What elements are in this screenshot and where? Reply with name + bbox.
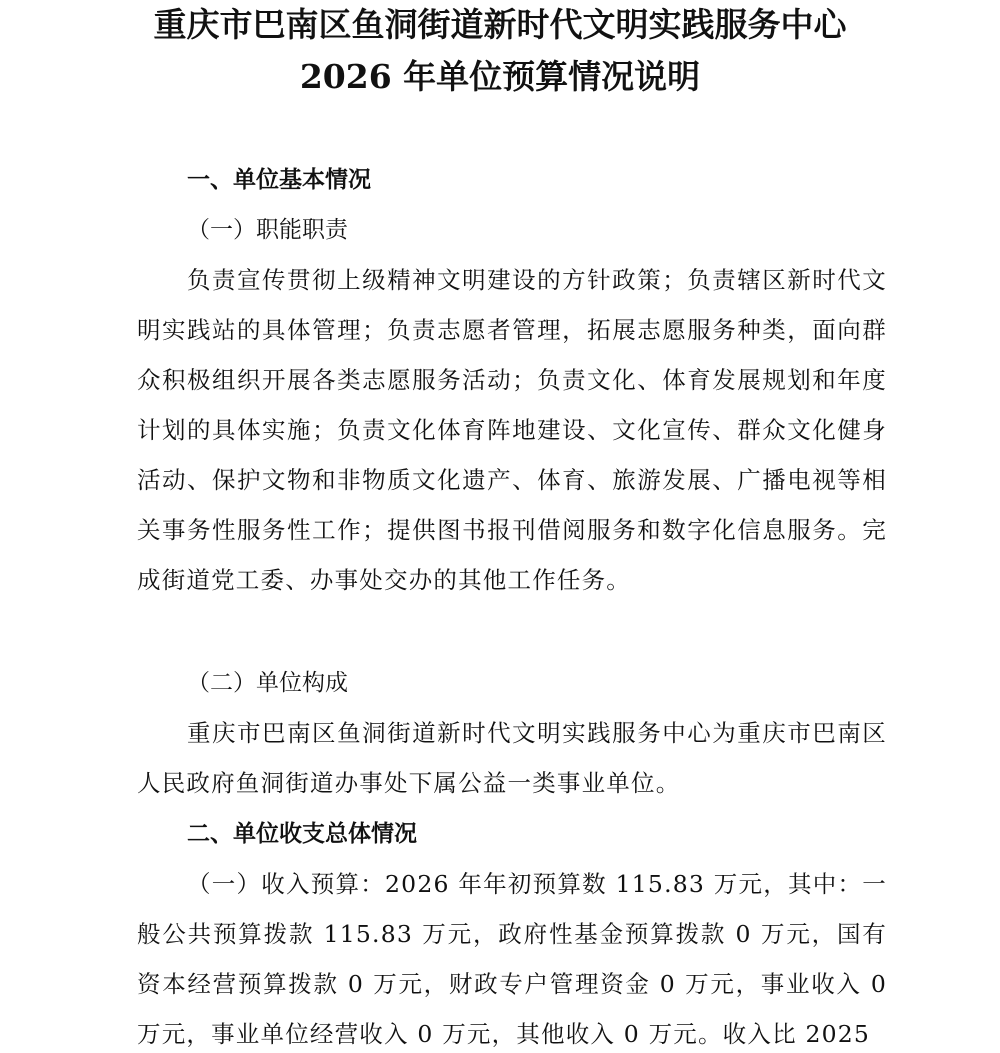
section1-sub2-heading: （二）单位构成 <box>187 670 348 696</box>
section2-heading: 二、单位收支总体情况 <box>187 821 417 847</box>
section1-sub1-heading: （一）职能职责 <box>187 217 348 243</box>
section1-heading: 一、单位基本情况 <box>187 167 371 193</box>
composition-paragraph: 重庆市巴南区鱼洞街道新时代文明实践服务中心为重庆市巴南区人民政府鱼洞街道办事处下属公益一类事业单位。 <box>137 719 887 797</box>
duties-paragraph: 负责宣传贯彻上级精神文明建设的方针政策；负责辖区新时代文明实践站的具体管理；负责志愿者管理，拓展志愿服务种类，面向群众积极组织开展各类志愿服务活动；负责文化、体育发展规划和年度计划的具体实施；负责文化体育阵地建设、文化宣传、群众文化健身活动、保护文物和非物质文化遗产、体育、旅游发展、广播电视等相关事务性服务性工作；提供图书报刊借阅服务和数字化信息服务。完成街道党工委、办事处交办的其他工作任务。 <box>137 266 887 594</box>
document-title-line1: 重庆市巴南区鱼洞街道新时代文明实践服务中心 <box>153 5 847 44</box>
document-title-line2: 2026 年单位预算情况说明 <box>299 57 701 96</box>
income-budget-paragraph: （一）收入预算：2026 年年初预算数 115.83 万元，其中：一般公共预算拨款 115.83 万元，政府性基金预算拨款 0 万元，国有资本经营预算拨款 0 万元，财政专户管理资金 0 万元，事业收入 0 万元，事业单位经营收入 0 万元，其他收入 0 万元。收入比 2025 <box>137 870 887 1048</box>
